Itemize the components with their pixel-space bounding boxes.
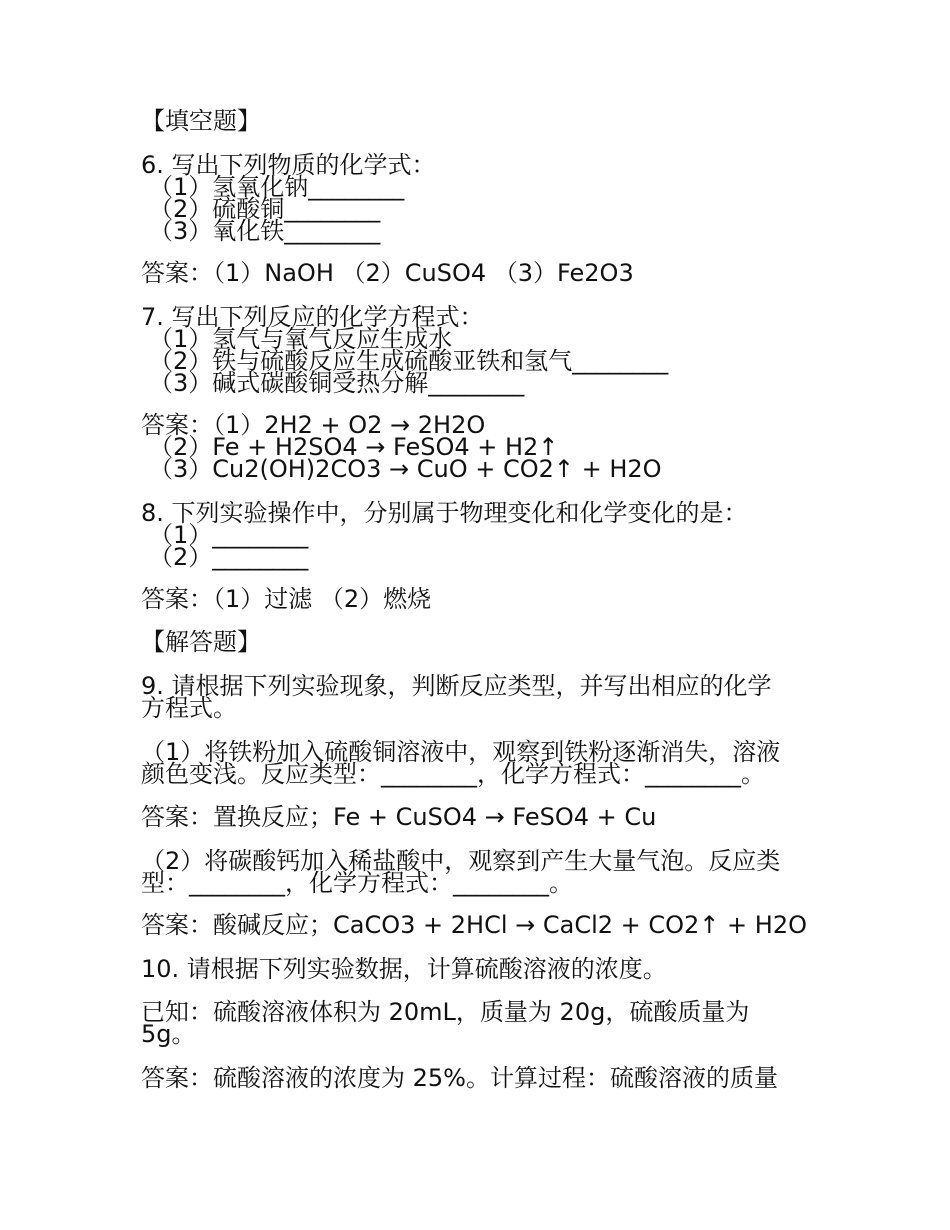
question-6-answer: 答案：（1）NaOH （2）CuSO4 （3）Fe2O3 xyxy=(141,259,634,287)
question-7-answer-line-1: 答案：（1）2H2 + O2 → 2H2O xyxy=(141,411,486,439)
question-9-part-1-line-2: 颜色变浅。反应类型：________，化学方程式：________。 xyxy=(141,760,765,788)
question-7-item-1: （1）氢气与氧气反应生成水 xyxy=(149,325,453,353)
question-10-stem: 10. 请根据下列实验数据，计算硫酸溶液的浓度。 xyxy=(141,955,667,983)
question-8-item-1: （1）________ xyxy=(149,521,309,549)
question-9-part-1-line-1: （1）将铁粉加入硫酸铜溶液中，观察到铁粉逐渐消失，溶液 xyxy=(141,738,781,766)
section-heading-solve: 【解答题】 xyxy=(141,628,261,656)
question-10-answer: 答案：硫酸溶液的浓度为 25%。计算过程：硫酸溶液的质量 xyxy=(141,1064,778,1092)
question-10-given-line-2: 5g。 xyxy=(141,1020,196,1048)
question-7-item-3: （3）碱式碳酸铜受热分解________ xyxy=(149,369,525,397)
section-heading-fill-in: 【填空题】 xyxy=(141,107,261,135)
document-page xyxy=(141,0,821,1230)
question-10-given-line-1: 已知：硫酸溶液体积为 20mL，质量为 20g，硫酸质量为 xyxy=(141,998,750,1026)
question-7-item-2: （2）铁与硫酸反应生成硫酸亚铁和氢气________ xyxy=(149,347,669,375)
question-9-answer-1: 答案：置换反应；Fe + CuSO4 → FeSO4 + Cu xyxy=(141,803,657,831)
question-7-stem: 7. 写出下列反应的化学方程式： xyxy=(141,303,484,331)
question-9-part-2-line-2: 型：________，化学方程式：________。 xyxy=(141,869,573,897)
question-8-item-2: （2）________ xyxy=(149,543,309,571)
question-6-item-1: （1）氢氧化钠________ xyxy=(149,173,405,201)
question-6-item-2: （2）硫酸铜________ xyxy=(149,195,381,223)
question-9-stem-line-1: 9. 请根据下列实验现象，判断反应类型，并写出相应的化学 xyxy=(141,672,772,700)
question-9-answer-2: 答案：酸碱反应；CaCO3 + 2HCl → CaCl2 + CO2↑ + H2O xyxy=(141,911,807,939)
question-8-stem: 8. 下列实验操作中，分别属于物理变化和化学变化的是： xyxy=(141,499,748,527)
question-7-answer-line-3: （3）Cu2(OH)2CO3 → CuO + CO2↑ + H2O xyxy=(149,455,662,483)
question-6-stem: 6. 写出下列物质的化学式： xyxy=(141,151,436,179)
question-9-stem-line-2: 方程式。 xyxy=(141,694,237,722)
question-8-answer: 答案：（1）过滤 （2）燃烧 xyxy=(141,585,432,613)
question-7-answer-line-2: （2）Fe + H2SO4 → FeSO4 + H2↑ xyxy=(149,433,559,461)
question-6-item-3: （3）氧化铁________ xyxy=(149,217,381,245)
question-9-part-2-line-1: （2）将碳酸钙加入稀盐酸中，观察到产生大量气泡。反应类 xyxy=(141,847,781,875)
